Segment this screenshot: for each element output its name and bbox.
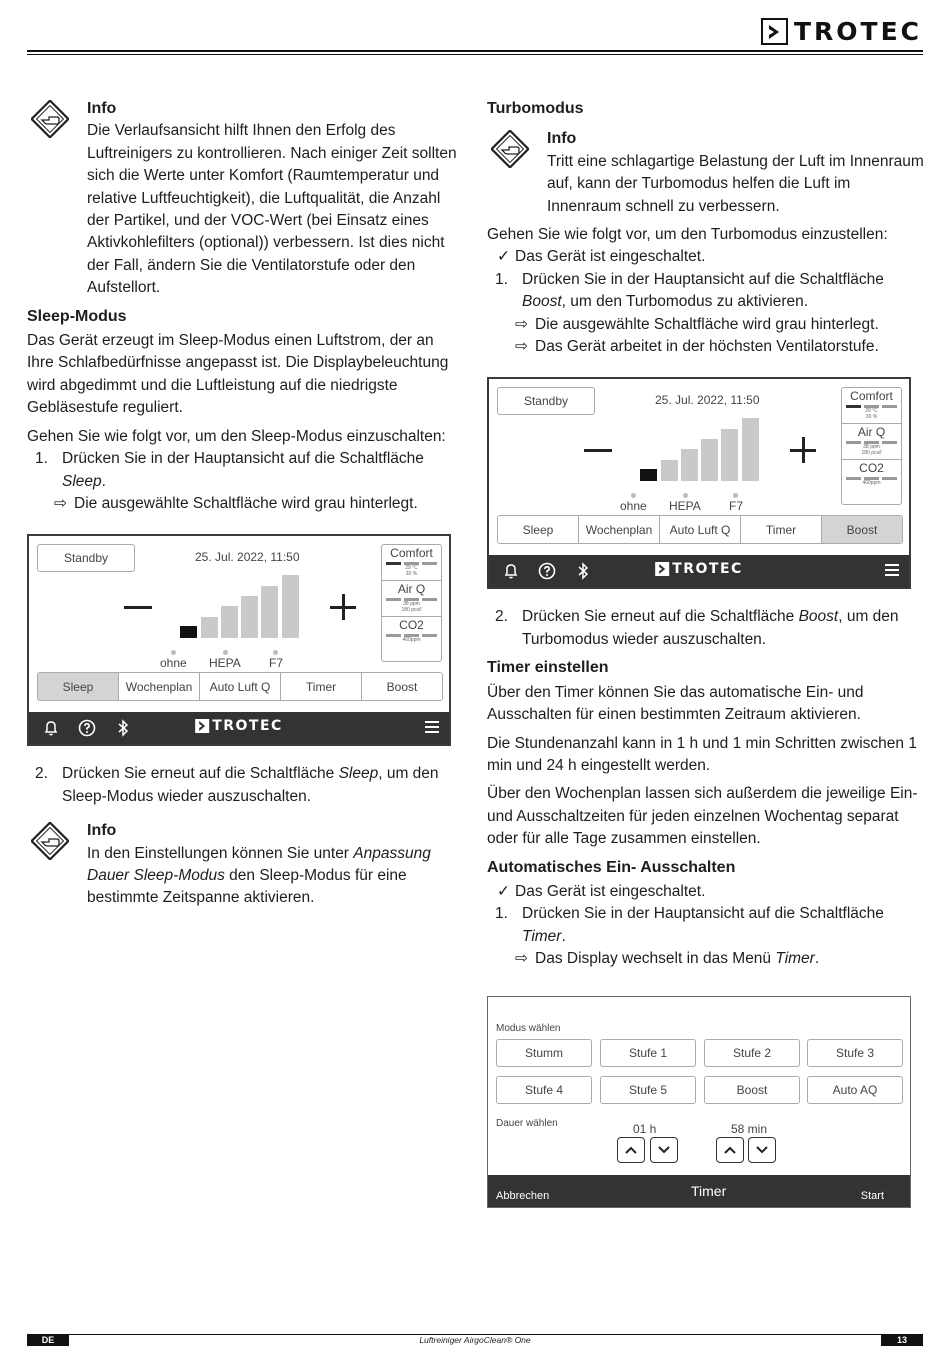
footer-product: Luftreiniger AirgoClean® One <box>419 1335 531 1345</box>
info-box <box>487 128 927 218</box>
help-icon[interactable] <box>75 716 99 740</box>
info-title: Info <box>547 130 577 148</box>
step-text-end: , um den Sleep-Modus wieder auszuschalten. <box>62 765 439 805</box>
paragraph: Das Gerät erzeugt im Sleep-Modus einen Luftstrom, der an Ihre Schlafbedürfnisse angepasst ist. Die Displaybeleuchtung wird abgedimmt und die Luftleistung auf die niedrigste Gebläsestufe reguliert. <box>27 332 449 417</box>
info-title: Info <box>87 100 117 117</box>
device-logo <box>655 562 743 576</box>
tab-sleep[interactable]: Sleep <box>498 516 579 543</box>
check-item <box>487 881 927 903</box>
step-number: 2. <box>35 765 48 783</box>
minutes-value: 58 min <box>731 1122 768 1136</box>
left-column <box>27 98 457 916</box>
info-hand-icon <box>27 820 73 910</box>
paragraph: Über den Timer können Sie das automatische Ein- und Ausschalten für einen bestimmten Zeitraum aktivieren. <box>487 683 864 724</box>
section-heading-auto: Automatisches Ein- Ausschalten <box>487 858 736 876</box>
paragraph: Gehen Sie wie folgt vor, um den Sleep-Modus einzuschalten: <box>27 427 446 445</box>
device-bottom-bar <box>489 555 909 587</box>
help-icon[interactable] <box>535 559 559 583</box>
info-text: In den Einstellungen können Sie unter <box>87 844 354 862</box>
airq-voc: 38 ppm <box>863 444 880 451</box>
header-rule <box>27 50 923 52</box>
result-item <box>487 314 927 336</box>
logo-chevron-icon <box>195 719 209 733</box>
footer-language: DE <box>27 1335 69 1346</box>
info-text: Tritt eine schlagartige Belastung der Luft im Innenraum auf, kann der Turbomodus helfen die Luft im Innenraum schnell zu verbessern. <box>547 152 924 215</box>
result-item <box>487 336 927 358</box>
filter-dot <box>683 493 688 498</box>
filter-dot <box>273 650 278 655</box>
result-text: Die ausgewählte Schaltfläche wird grau hinterlegt. <box>74 494 418 512</box>
info-hand-icon <box>487 128 533 218</box>
step-item <box>27 763 457 808</box>
hours-down-button[interactable] <box>650 1137 678 1163</box>
chevron-up-icon <box>723 1145 737 1155</box>
result-text: Die ausgewählte Schaltfläche wird grau hinterlegt. <box>535 315 879 333</box>
tab-auto-luft-q[interactable]: Auto Luft Q <box>200 673 281 700</box>
tab-wochenplan[interactable]: Wochenplan <box>119 673 200 700</box>
device-logo <box>195 719 283 733</box>
tab-sleep[interactable]: Sleep <box>38 673 119 700</box>
result-arrow-icon: ⇨ <box>515 950 528 968</box>
step-text-end: , um den Turbomodus wieder auszuschalten. <box>522 608 899 648</box>
comfort-temp: 29 °C <box>405 565 418 572</box>
paragraph: Gehen Sie wie folgt vor, um den Turbomodus einzustellen: <box>487 226 888 244</box>
timer-bottom-bar <box>488 1175 910 1207</box>
level-bar-3 <box>221 606 238 638</box>
device-brand: TROTEC <box>212 718 283 735</box>
result-item <box>487 948 927 970</box>
mode-stumm-button[interactable]: Stumm <box>496 1039 592 1067</box>
standby-button[interactable]: Standby <box>37 544 135 572</box>
status-panel <box>841 387 902 505</box>
section-heading-sleep: Sleep-Modus <box>27 307 127 325</box>
comfort-humidity: 30 % <box>865 414 878 421</box>
hours-value: 01 h <box>633 1122 657 1136</box>
device-bottom-bar <box>29 712 449 744</box>
check-text: Das Gerät ist eingeschaltet. <box>515 882 706 900</box>
info-text: Die Verlaufsansicht hilft Ihnen den Erfolg des Luftreinigers zu kontrollieren. Nach einiger Zeit sollten sich die Werte unter Komfort (Raumtemperatur und relative Luftfeuchtigkeit), die Luftqualität, die Anzahl der Partikel, und der VOC-Wert (bei Einsatz eines Aktivkohlefilters (optional)) verbessern. Ist dies nicht der Fall, ändern Sie die Ventilatorstufe oder den Aufstellort. <box>87 122 457 297</box>
brand-logo <box>761 18 922 45</box>
info-text-end: den Sleep-Modus für eine bestimmte Zeitspanne aktivieren. <box>87 866 407 907</box>
minus-icon[interactable] <box>584 449 612 452</box>
mode-stufe4-button[interactable]: Stufe 4 <box>496 1076 592 1104</box>
step-text: Drücken Sie in der Hauptansicht auf die Schaltfläche <box>522 905 884 923</box>
step-text-end: . <box>101 472 106 490</box>
cancel-button[interactable]: Abbrechen <box>496 1190 550 1202</box>
bluetooth-icon[interactable] <box>111 716 135 740</box>
bell-icon[interactable] <box>499 559 523 583</box>
page-footer <box>27 1334 923 1346</box>
level-bar-3 <box>681 449 698 481</box>
filter-dot <box>733 493 738 498</box>
filter-label-f7[interactable]: F7 <box>729 499 744 514</box>
step-number: 1. <box>35 450 48 468</box>
step-text: Drücken Sie erneut auf die Schaltfläche <box>62 765 339 783</box>
paragraph: Die Stundenanzahl kann in 1 h und 1 min Schritten zwischen 1 min und 24 h eingestellt werden. <box>487 734 917 774</box>
airq-voc: 38 ppm <box>403 601 420 608</box>
device-screen-boost <box>487 377 911 589</box>
step-item <box>487 606 927 651</box>
info-box <box>27 820 457 910</box>
check-item <box>487 246 927 268</box>
tab-timer[interactable]: Timer <box>741 516 822 543</box>
chevron-down-icon <box>755 1145 769 1155</box>
comfort-label: Comfort <box>850 389 893 404</box>
minus-icon[interactable] <box>124 606 152 609</box>
co2-value: 460ppm <box>862 480 881 487</box>
minutes-up-button[interactable] <box>716 1137 744 1163</box>
checkmark-icon: ✓ <box>497 248 510 266</box>
comfort-section[interactable] <box>842 388 901 424</box>
tab-boost[interactable]: Boost <box>822 516 902 543</box>
tab-timer[interactable]: Timer <box>281 673 362 700</box>
duration-label: Dauer wählen <box>496 1118 558 1129</box>
result-arrow-icon: ⇨ <box>515 338 528 356</box>
brand-name: TROTEC <box>793 17 922 46</box>
level-bar-4 <box>701 439 718 481</box>
level-bar-2 <box>661 460 678 481</box>
airq-label: Air Q <box>857 425 886 440</box>
level-bar-1 <box>180 626 197 638</box>
mode-tabs <box>37 672 443 701</box>
comfort-section[interactable] <box>382 545 441 581</box>
mode-boost-button[interactable]: Boost <box>704 1076 800 1104</box>
result-text: Das Display wechselt in das Menü <box>535 950 776 968</box>
mode-stufe2-button[interactable]: Stufe 2 <box>704 1039 800 1067</box>
comfort-label: Comfort <box>390 546 433 561</box>
filter-dot <box>171 650 176 655</box>
airq-particles: 180 pcs/l <box>401 607 422 614</box>
filter-dot <box>223 650 228 655</box>
step-emphasis: Boost <box>798 608 839 626</box>
level-bar-1 <box>640 469 657 481</box>
level-bar-5 <box>261 586 278 638</box>
tab-auto-luft-q[interactable]: Auto Luft Q <box>660 516 741 543</box>
step-text: Drücken Sie erneut auf die Schaltfläche <box>522 608 799 626</box>
step-number: 1. <box>495 905 508 923</box>
level-bar-2 <box>201 617 218 638</box>
level-bar-6 <box>282 575 299 638</box>
co2-label: CO2 <box>859 461 884 476</box>
co2-value: 460ppm <box>402 637 421 644</box>
comfort-humidity: 30 % <box>405 571 418 578</box>
menu-icon[interactable] <box>885 564 899 579</box>
check-text: Das Gerät ist eingeschaltet. <box>515 248 706 266</box>
airq-section[interactable] <box>842 424 901 460</box>
info-box <box>27 98 457 300</box>
level-bar-6 <box>742 418 759 481</box>
bell-icon[interactable] <box>39 716 63 740</box>
level-bar-5 <box>721 429 738 481</box>
filter-label-f7[interactable]: F7 <box>269 656 284 671</box>
paragraph: Über den Wochenplan lassen sich außerdem die jeweilige Ein- und Ausschaltzeiten für jeden einzelnen Wochentag separat oder für alle Tage zusammen einstellen. <box>487 785 918 848</box>
date-time: 25. Jul. 2022, 11:50 <box>655 393 760 408</box>
section-heading-turbo: Turbomodus <box>487 100 584 117</box>
chevron-up-icon <box>624 1145 638 1155</box>
result-arrow-icon: ⇨ <box>54 494 67 512</box>
footer-page-number: 13 <box>881 1335 923 1346</box>
step-text: Drücken Sie in der Hauptansicht auf die Schaltfläche <box>522 270 884 288</box>
right-column <box>487 98 927 971</box>
logo-chevron-icon <box>761 18 788 45</box>
section-heading-timer: Timer einstellen <box>487 659 609 677</box>
menu-icon[interactable] <box>425 721 439 736</box>
checkmark-icon: ✓ <box>497 882 510 900</box>
mode-tabs <box>497 515 903 544</box>
info-hand-icon <box>27 98 73 300</box>
device-screen-sleep <box>27 534 451 746</box>
airq-label: Air Q <box>397 582 426 597</box>
mode-auto-aq-button[interactable]: Auto AQ <box>807 1076 903 1104</box>
result-item <box>27 493 457 515</box>
timer-title: Timer <box>691 1183 727 1199</box>
result-arrow-icon: ⇨ <box>515 315 528 333</box>
header-rule-thin <box>27 54 923 55</box>
step-emphasis: Timer <box>522 927 562 945</box>
filter-label-hepa[interactable]: HEPA <box>209 656 241 671</box>
plus-icon-vertical[interactable] <box>342 594 345 620</box>
co2-label: CO2 <box>399 618 424 633</box>
result-emphasis: Timer <box>775 950 815 968</box>
start-button[interactable]: Start <box>860 1190 884 1202</box>
result-text-end: . <box>814 950 820 968</box>
device-brand: TROTEC <box>672 561 743 578</box>
airq-particles: 180 pcs/l <box>861 450 882 457</box>
result-text: Das Gerät arbeitet in der höchsten Ventilatorstufe. <box>535 338 879 356</box>
mode-stufe3-button[interactable]: Stufe 3 <box>807 1039 903 1067</box>
hours-up-button[interactable] <box>617 1137 645 1163</box>
step-text: Drücken Sie in der Hauptansicht auf die Schaltfläche <box>62 450 424 468</box>
info-emphasis: Anpassung Dauer Sleep-Modus <box>87 844 431 884</box>
mode-stufe1-button[interactable]: Stufe 1 <box>600 1039 696 1067</box>
step-text-end: . <box>561 927 566 945</box>
step-emphasis: Boost <box>522 293 562 311</box>
mode-stufe5-button[interactable]: Stufe 5 <box>600 1076 696 1104</box>
step-item <box>487 903 927 948</box>
level-bar-4 <box>241 596 258 638</box>
tab-wochenplan[interactable]: Wochenplan <box>579 516 660 543</box>
status-panel <box>381 544 442 662</box>
airq-section[interactable] <box>382 581 441 617</box>
tab-boost[interactable]: Boost <box>362 673 442 700</box>
timer-screen <box>487 996 911 1208</box>
step-item <box>27 448 457 493</box>
plus-icon-vertical[interactable] <box>802 437 805 463</box>
logo-chevron-icon <box>655 562 669 576</box>
mode-label: Modus wählen <box>496 1023 561 1034</box>
minutes-down-button[interactable] <box>748 1137 776 1163</box>
standby-button[interactable]: Standby <box>497 387 595 415</box>
step-number: 1. <box>495 270 508 288</box>
bluetooth-icon[interactable] <box>571 559 595 583</box>
info-title: Info <box>87 822 117 840</box>
filter-label-ohne[interactable]: ohne <box>160 656 187 671</box>
comfort-temp: 29 °C <box>865 408 878 415</box>
filter-label-hepa[interactable]: HEPA <box>669 499 701 514</box>
step-emphasis: Sleep <box>62 472 102 490</box>
step-item <box>487 269 927 314</box>
date-time: 25. Jul. 2022, 11:50 <box>195 550 300 565</box>
filter-label-ohne[interactable]: ohne <box>620 499 647 514</box>
co2-section[interactable] <box>842 460 901 486</box>
filter-dot <box>631 493 636 498</box>
step-number: 2. <box>495 608 508 626</box>
chevron-down-icon <box>657 1145 671 1155</box>
step-text-end: , um den Turbomodus zu aktivieren. <box>561 293 809 311</box>
step-emphasis: Sleep <box>338 765 379 783</box>
co2-section[interactable] <box>382 617 441 643</box>
